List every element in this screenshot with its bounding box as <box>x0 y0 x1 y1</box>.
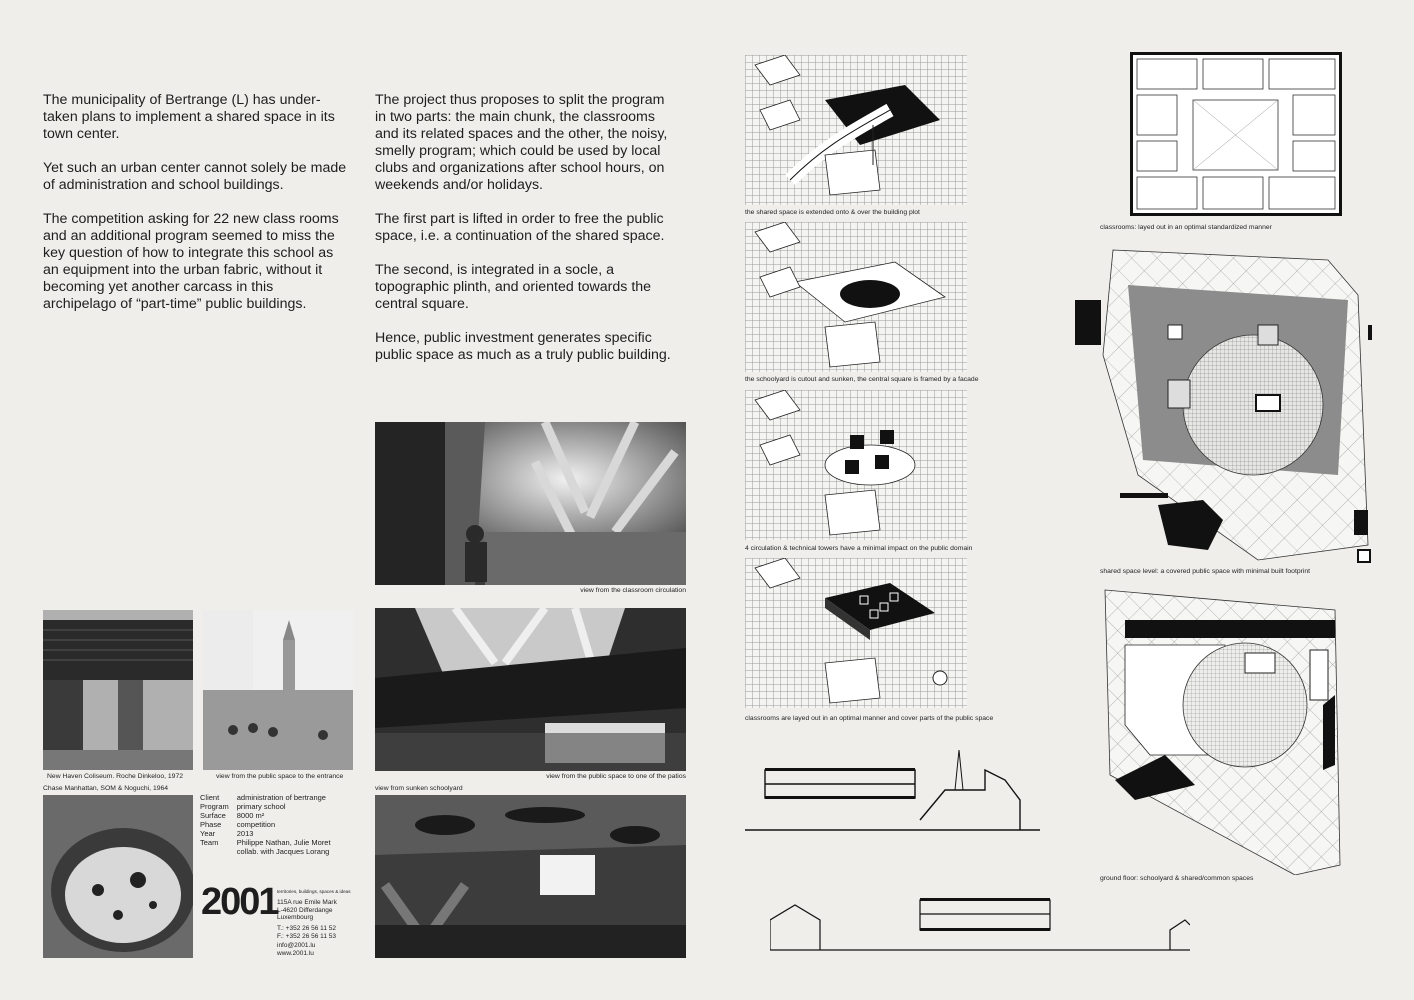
info-key: Client <box>200 793 220 802</box>
render-classroom-circulation <box>375 422 686 585</box>
project-info-table <box>200 793 339 856</box>
info-value: 8000 m² <box>236 811 265 820</box>
intro-paragraph: The second, is integrated in a socle, a topographic plinth, and oriented towards the central square. <box>375 262 652 312</box>
info-row <box>200 793 339 802</box>
intro-paragraph: Hence, public investment generates specific public space as much as a truly public building. <box>375 330 671 363</box>
info-key: Team <box>200 838 219 847</box>
office-tagline: territories, buildings, spaces & ideas <box>277 889 351 894</box>
caption-plan-3: ground floor: schoolyard & shared/common spaces <box>1100 875 1254 882</box>
caption-diagram-4: classrooms are layed out in an optimal manner and cover parts of the public space <box>745 715 994 722</box>
intro-paragraph: Yet such an urban center cannot solely be made of administration and school buildings. <box>43 160 347 193</box>
caption-ref-3: Chase Manhattan, SOM & Noguchi, 1964 <box>43 785 169 792</box>
caption-render-3: view from sunken schoolyard <box>375 785 463 792</box>
info-row <box>200 802 339 811</box>
diagram-schoolyard-cutout <box>745 222 967 372</box>
caption-ref-2: view from the public space to the entrance <box>216 773 344 780</box>
plan-shared-space <box>1068 245 1393 570</box>
info-value: primary school <box>236 802 286 811</box>
photo-chase-manhattan <box>43 795 193 958</box>
info-row <box>200 811 339 820</box>
intro-paragraph: The municipality of Bertrange (L) has under- taken plans to implement a shared space in its town center. <box>43 92 335 142</box>
render-sunken-schoolyard <box>375 795 686 958</box>
intro-paragraph: The project thus proposes to split the program in two parts: the main chunk, the classrooms and its related spaces and the other, the noisy, smelly program; which could be used by local clubs and organizations after school hours, on weekends and/or holidays. <box>375 92 668 193</box>
caption-diagram-2: the schoolyard is cutout and sunken, the central square is framed by a facade <box>745 376 979 383</box>
info-row <box>200 838 339 856</box>
plan-classrooms <box>1130 52 1342 216</box>
info-key: Surface <box>200 811 226 820</box>
plan-ground-floor <box>1095 585 1345 875</box>
info-key: Phase <box>200 820 222 829</box>
caption-plan-1: classrooms: layed out in an optimal standardized manner <box>1100 224 1272 231</box>
info-value: 2013 <box>236 829 254 838</box>
office-logo: 2001 <box>201 881 278 923</box>
intro-column-1 <box>43 92 363 330</box>
info-row <box>200 829 339 838</box>
info-value: competition <box>236 820 276 829</box>
diagram-circulation-towers <box>745 390 967 540</box>
office-web: info@2001.lu www.2001.lu <box>277 942 316 957</box>
diagram-classrooms-cover <box>745 558 967 708</box>
section-drawing-2 <box>770 890 1190 960</box>
office-phone: T.: +352 26 56 11 52 F.: +352 26 56 11 53 <box>277 925 336 940</box>
caption-plan-2: shared space level: a covered public space with minimal built footprint <box>1100 568 1311 575</box>
intro-paragraph: The first part is lifted in order to free the public space, i.e. a continuation of the shared space. <box>375 211 665 244</box>
section-drawing-1 <box>745 740 1040 835</box>
caption-diagram-3: 4 circulation & technical towers have a minimal impact on the public domain <box>745 545 973 552</box>
photo-public-space-entrance <box>203 610 353 770</box>
info-row <box>200 820 339 829</box>
office-address: 115A rue Emile Mark L-4620 Differdange Luxembourg <box>277 899 337 921</box>
photo-new-haven-coliseum <box>43 610 193 770</box>
caption-render-1: view from the classroom circulation <box>580 587 686 594</box>
caption-diagram-1: the shared space is extended onto & over the building plot <box>745 209 920 216</box>
caption-render-2: view from the public space to one of the patios <box>546 773 686 780</box>
diagram-shared-space-extended <box>745 55 967 205</box>
intro-paragraph: The competition asking for 22 new class rooms and an additional program seemed to miss the key question of how to integrate this school as an equipment into the urban fabric, without it becoming yet another carcass in this archipelago of “part-time” public buildings. <box>43 211 339 312</box>
info-key: Year <box>200 829 216 838</box>
caption-ref-1: New Haven Coliseum. Roche Dinkeloo, 1972 <box>47 773 184 780</box>
intro-column-2 <box>375 92 695 381</box>
render-patio <box>375 608 686 771</box>
info-value: administration of bertrange <box>236 793 326 802</box>
info-value: Philippe Nathan, Julie Moret collab. with Jacques Lorang <box>236 838 331 856</box>
info-key: Program <box>200 802 229 811</box>
